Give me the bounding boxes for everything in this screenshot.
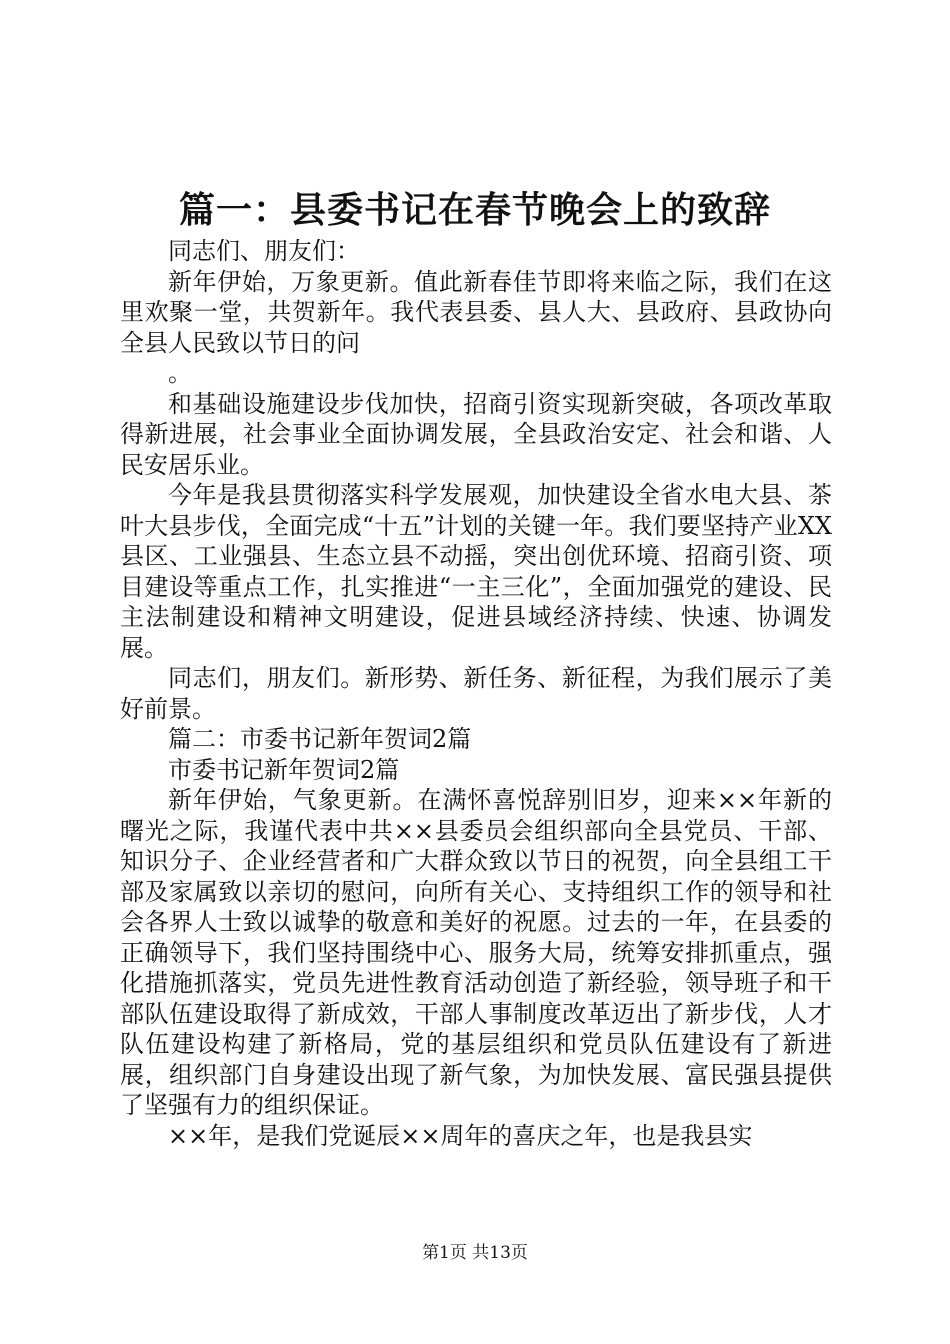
paragraph: ××年，是我们党诞辰××周年的喜庆之年，也是我县实 [168,1121,753,1150]
section-heading: 篇二：市委书记新年贺词2篇 [168,725,472,753]
paragraph: 。 [168,359,192,387]
paragraph: 新年伊始，气象更新。在满怀喜悦辞别旧岁，迎来××年新的曙光之际，我谨代表中共××县委员会组织部向全县党员、干部、知识分子、企业经营者和广大群众致以节日的祝贺，向全县组工干部及家属致以亲切的慰问，向所有关心、支持组织工作的领导和社会各界人士致以诚挚的敬意和美好的祝愿。过去的一年，在县委的正确领导下，我们坚持围绕中心、服务大局，统筹安排抓重点，强化措施抓落实，党员先进性教育活动创造了新经验，领导班子和干部队伍建设取得了新成效，干部人事制度改革迈出了新步伐，人才队伍建设构建了新格局，党的基层组织和党员队伍建设有了新进展，组织部门自身建设出现了新气象，为加快发展、富民强县提供了坚强有力的组织保证。 [120,786,832,1119]
page-number-footer: 第1页 共13页 [422,1243,528,1263]
paragraph: 同志们，朋友们。新形势、新任务、新征程，为我们展示了美好前景。 [120,664,832,723]
document-body [120,236,832,1151]
paragraph: 新年伊始，万象更新。值此新春佳节即将来临之际，我们在这里欢聚一堂，共贺新年。我代表县委、县人大、县政府、县政协向全县人民致以节日的问 [120,267,832,357]
document-title: 篇一：县委书记在春节晚会上的致辞 [178,189,771,231]
paragraph: 今年是我县贯彻落实科学发展观，加快建设全省水电大县、茶叶大县步伐，全面完成“十五”计划的关键一年。我们要坚持产业XX县区、工业强县、生态立县不动摇，突出创优环境、招商引资、项目建设等重点工作，扎实推进“一主三化”，全面加强党的建设、民主法制建设和精神文明建设，促进县域经济持续、快速、协调发展。 [120,481,832,662]
section-subheading: 市委书记新年贺词2篇 [168,755,400,784]
paragraph: 和基础设施建设步伐加快，招商引资实现新突破，各项改革取得新进展，社会事业全面协调发展，全县政治安定、社会和谐、人民安居乐业。 [120,389,832,479]
paragraph-salutation: 同志们、朋友们： [168,237,360,265]
